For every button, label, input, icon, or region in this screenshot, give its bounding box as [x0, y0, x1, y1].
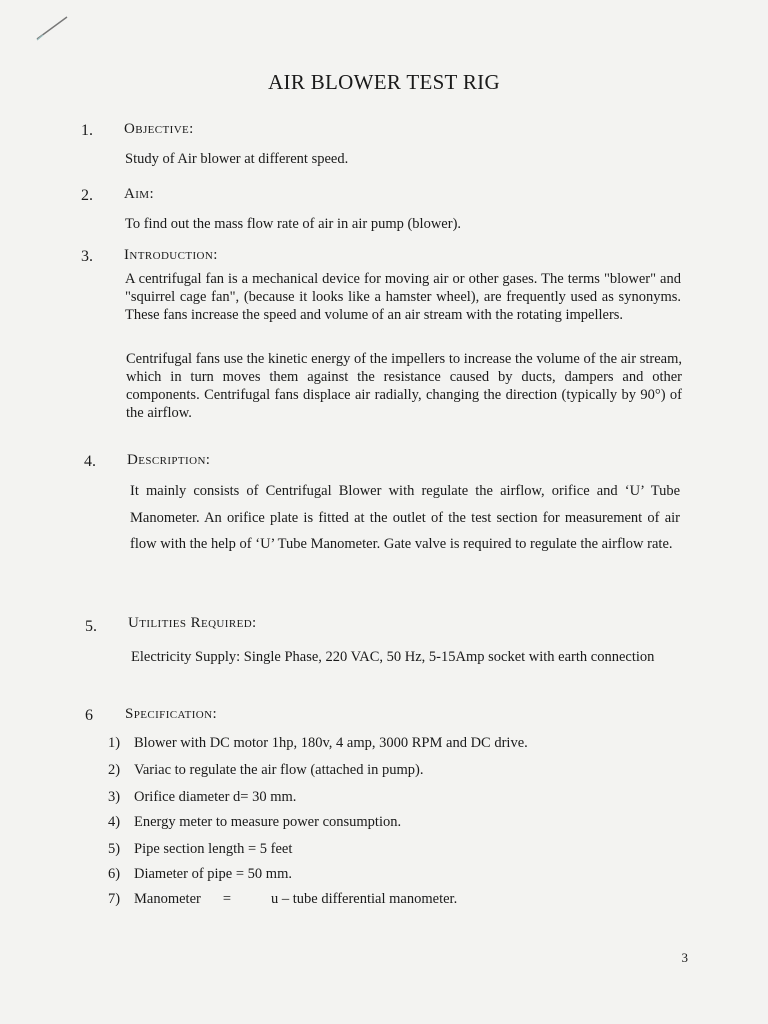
- section-heading-specification: Specification:: [125, 706, 218, 722]
- spec-item: 5) Pipe section length = 5 feet: [108, 841, 293, 857]
- introduction-paragraph-1: A centrifugal fan is a mechanical device for moving air or other gases. The terms "blower" and "squirrel cage fan", (because it looks like a hamster wheel), are frequently used as synonyms. These fans increase the speed and volume of an air stream with the rotating impellers.: [125, 271, 681, 323]
- section-heading-aim: Aim:: [124, 186, 155, 202]
- spec-item: 2) Variac to regulate the air flow (attached in pump).: [108, 762, 424, 778]
- spec-item: 1) Blower with DC motor 1hp, 180v, 4 amp, 3000 RPM and DC drive.: [108, 735, 528, 751]
- section-number: 5.: [85, 618, 97, 635]
- page-number: 3: [681, 950, 688, 965]
- description-text: It mainly consists of Centrifugal Blower with regulate the airflow, orifice and ‘U’ Tube Manometer. An orifice plate is fitted at the outlet of the test section for measurement of air flow with the help of ‘U’ Tube Manometer. Gate valve is required to regulate the airflow rate.: [130, 483, 680, 552]
- introduction-paragraph-2: Centrifugal fans use the kinetic energy of the impellers to increase the volume of the air stream, which in turn moves them against the resistance caused by ducts, dampers and other components. Centrifugal fans displace air radially, changing the direction (typically by 90°) of the airflow.: [126, 351, 682, 421]
- spec-item: 4) Energy meter to measure power consumption.: [108, 814, 402, 830]
- spec-item: 3) Orifice diameter d= 30 mm.: [108, 789, 297, 805]
- page-title: AIR BLOWER TEST RIG: [268, 70, 500, 94]
- spec-item: 7) Manometer = u – tube differential manometer.: [108, 891, 458, 907]
- section-number: 2.: [81, 187, 93, 204]
- section-heading-description: Description:: [127, 452, 211, 468]
- section-heading-objective: Objective:: [124, 121, 194, 137]
- section-number: 3.: [81, 248, 93, 265]
- section-number: 4.: [84, 453, 96, 470]
- section-number: 6: [85, 707, 93, 724]
- section-heading-utilities-required: Utilities Required:: [128, 615, 257, 631]
- section-heading-introduction: Introduction:: [124, 247, 218, 263]
- objective-text: Study of Air blower at different speed.: [125, 151, 349, 167]
- aim-text: To find out the mass flow rate of air in air pump (blower).: [125, 216, 462, 232]
- section-number: 1.: [81, 122, 93, 139]
- pen-stroke-mark: [34, 14, 70, 42]
- spec-item: 6) Diameter of pipe = 50 mm.: [108, 866, 292, 882]
- utilities-text: Electricity Supply: Single Phase, 220 VAC, 50 Hz, 5-15Amp socket with earth connection: [131, 649, 655, 665]
